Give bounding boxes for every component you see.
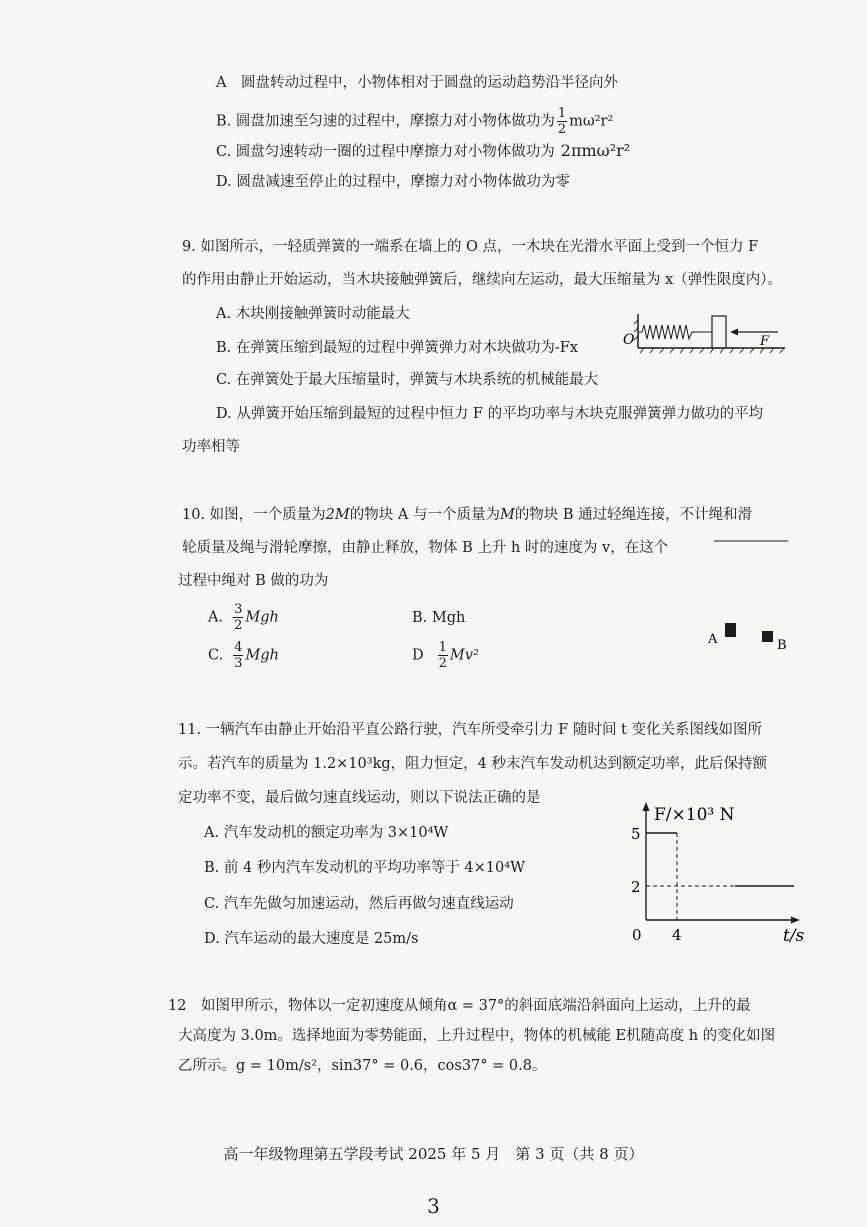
- q10-mass-m: M: [499, 507, 515, 523]
- label-a: A: [708, 632, 718, 647]
- q11-stem-line3: 定功率不变，最后做匀速直线运动，则以下说法正确的是: [178, 790, 541, 806]
- q10-option-a-label: A.: [208, 609, 224, 626]
- q10-stem-line1: [182, 506, 752, 524]
- x-axis-label: t/s: [783, 926, 805, 946]
- q10-option-a-value: Mgh: [245, 609, 279, 626]
- q11-option-b: B. 前 4 秒内汽车发动机的平均功率等于 4×10⁴W: [204, 860, 525, 876]
- q8-option-c-text: C. 圆盘匀速转动一圈的过程中摩擦力对小物体做功为: [216, 144, 555, 160]
- x-axis-arrow: [791, 917, 800, 924]
- q10-option-b: B. Mgh: [412, 610, 466, 626]
- label-b: B: [777, 638, 787, 653]
- q9-option-a: A. 木块刚接触弹簧时动能最大: [216, 306, 410, 322]
- q10-option-a: [208, 602, 279, 633]
- q10-mass-2m: 2M: [325, 507, 350, 523]
- wooden-block: [712, 316, 726, 348]
- q8-option-c: [216, 142, 630, 161]
- q11-stem-line1: 11. 一辆汽车由静止开始沿平直公路行驶，汽车所受牵引力 F 随时间 t 变化关系图线如图所: [178, 722, 762, 738]
- force-time-graph: [620, 798, 810, 948]
- q10-option-c-label: C.: [208, 647, 224, 664]
- q10-text-b: 的物块 A 与一个质量为: [349, 507, 500, 523]
- q8-option-a: A 圆盘转动过程中，小物体相对于圆盘的运动趋势沿半径向外: [216, 75, 618, 91]
- q10-option-d-value: Mv²: [449, 647, 479, 664]
- y-axis-label: F/×10³ N: [654, 805, 735, 825]
- q8-option-b-text: B. 圆盘加速至匀速的过程中，摩擦力对小物体做功为: [216, 113, 555, 130]
- q11-stem-line2: 示。若汽车的质量为 1.2×10³kg，阻力恒定，4 秒末汽车发动机达到额定功率，此后保持额: [178, 756, 767, 772]
- q9-option-c: C. 在弹簧处于最大压缩量时，弹簧与木块系统的机械能最大: [216, 372, 599, 388]
- q10-option-d-label: D: [412, 647, 424, 664]
- q10-text-a: 10. 如图，一个质量为: [182, 507, 326, 523]
- block-b: [762, 631, 773, 642]
- q10-text-c: 的物块 B 通过轻绳连接，不计绳和滑: [514, 507, 753, 523]
- q10-stem-line2: 轮质量及绳与滑轮摩擦，由静止释放，物体 B 上升 h 时的速度为 v，在这个: [182, 540, 669, 556]
- q11-option-d: D. 汽车运动的最大速度是 25m/s: [204, 931, 419, 947]
- fraction-1-2: $\frac{1}{2}$: [438, 640, 447, 671]
- q10-stem-line3: 过程中绳对 B 做的功为: [178, 573, 329, 589]
- q10-option-d: [412, 640, 479, 671]
- fraction-4-3: $\frac{4}{3}$: [234, 640, 243, 671]
- q9-option-d-line2: 功率相等: [182, 439, 240, 455]
- q12-stem-line3: 乙所示。g = 10m/s²，sin37° = 0.6，cos37° = 0.8。: [178, 1058, 547, 1074]
- q8-option-d: D. 圆盘减速至停止的过程中，摩擦力对小物体做功为零: [216, 174, 570, 190]
- q9-stem-line1: 9. 如图所示，一轻质弹簧的一端系在墙上的 O 点，一木块在光滑水平面上受到一个恒力 F: [182, 239, 759, 255]
- q12-stem-line2: 大高度为 3.0m。选择地面为零势能面，上升过程中，物体的机械能 E机随高度 h 的变化如图: [178, 1028, 776, 1044]
- fraction-3-2: $\frac{3}{2}$: [234, 602, 243, 633]
- tick-4: 4: [672, 926, 682, 944]
- tick-5: 5: [631, 825, 641, 843]
- page-footer: 高一年级物理第五学段考试 2025 年 5 月 第 3 页（共 8 页）: [223, 1145, 644, 1163]
- q8-option-c-formula: 2πmω²r²: [560, 141, 631, 160]
- tick-2: 2: [631, 878, 641, 896]
- q8-option-b-formula: mω²r²: [569, 113, 614, 130]
- q10-option-c: [208, 640, 279, 671]
- q8-option-b: [216, 106, 613, 137]
- q11-option-a: A. 汽车发动机的额定功率为 3×10⁴W: [204, 825, 449, 841]
- q9-option-b: B. 在弹簧压缩到最短的过程中弹簧弹力对木块做功为-Fx: [216, 340, 579, 356]
- label-o: O: [623, 332, 635, 348]
- q9-stem-line2: 的作用由静止开始运动，当木块接触弹簧后，继续向左运动，最大压缩量为 x（弹性限度内）。: [182, 272, 783, 288]
- q10-option-c-value: Mgh: [245, 647, 279, 664]
- q12-stem-line1: 12 如图甲所示，物体以一定初速度从倾角α = 37°的斜面底端沿斜面向上运动，上升的最: [168, 998, 751, 1014]
- block-a: [725, 623, 736, 637]
- q9-option-d-line1: D. 从弹簧开始压缩到最短的过程中恒力 F 的平均功率与木块克服弹簧弹力做功的平均: [216, 406, 764, 422]
- q11-option-c: C. 汽车先做匀加速运动，然后再做匀速直线运动: [204, 896, 514, 912]
- tick-0: 0: [632, 926, 642, 944]
- spring: [638, 325, 712, 339]
- page-number: 3: [427, 1194, 440, 1218]
- pulley-figure: [700, 535, 800, 655]
- force-arrow-head: [730, 329, 738, 336]
- spring-block-figure: [620, 310, 790, 355]
- y-axis-arrow: [643, 802, 650, 811]
- fraction-half: $\frac{1}{2}$: [557, 106, 567, 137]
- label-f: F: [760, 334, 770, 349]
